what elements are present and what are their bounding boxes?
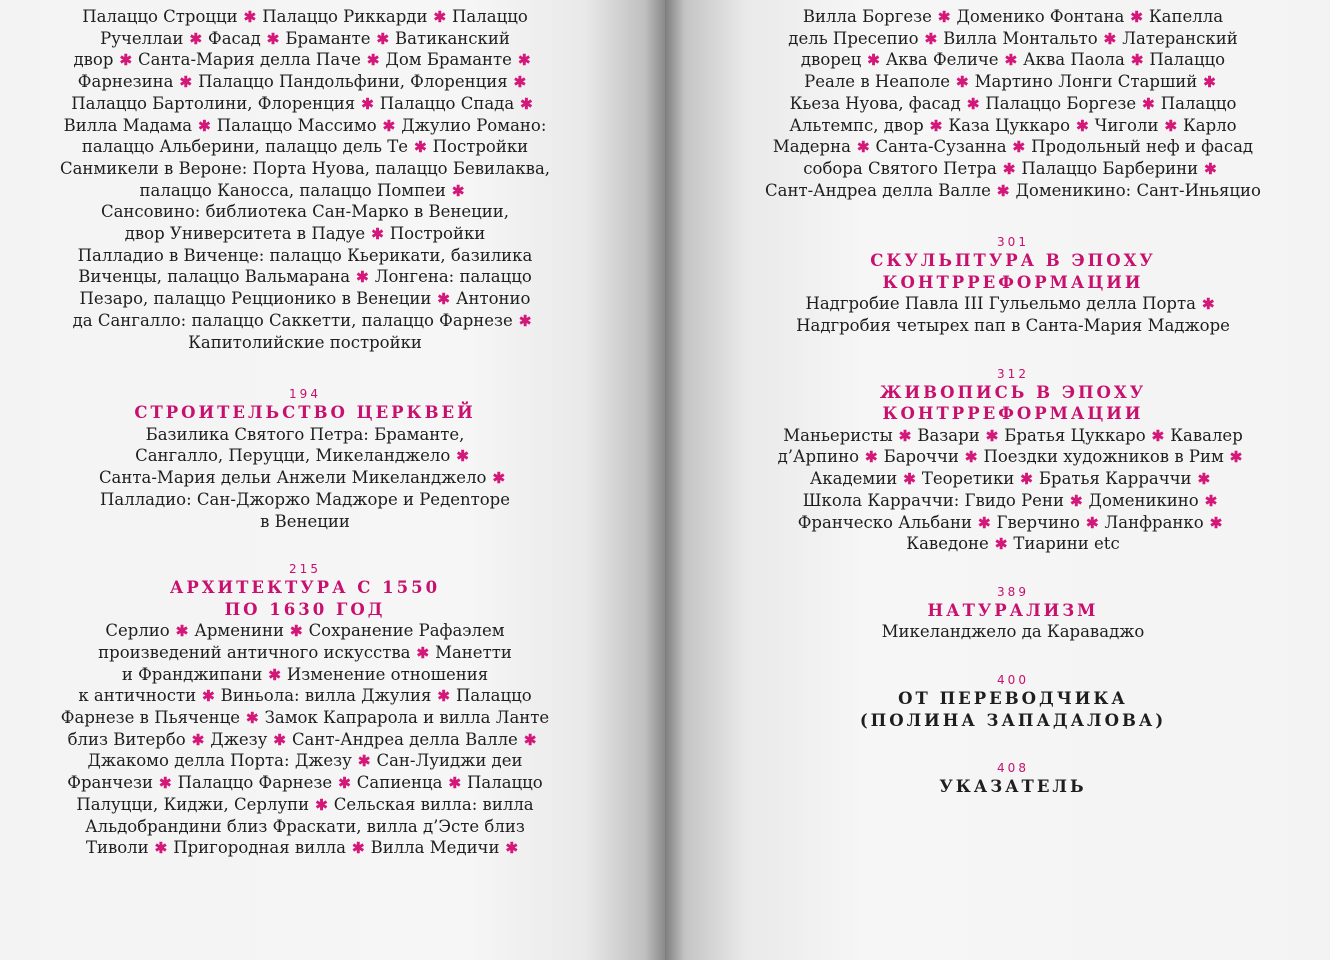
- asterisk-separator-icon: ✱: [433, 8, 447, 26]
- toc-line: [40, 794, 570, 816]
- toc-entry-text: Палаццо Барберини: [1021, 158, 1199, 178]
- asterisk-separator-icon: ✱: [202, 687, 215, 706]
- toc-entry-text: дворец: [800, 50, 862, 70]
- toc-section: [40, 387, 570, 532]
- toc-entry-text: Палаццо Пандольфини, Флоренция: [198, 72, 508, 92]
- asterisk-separator-icon: ✱: [517, 51, 531, 70]
- toc-entry-text: Вилла Боргезе: [802, 7, 932, 26]
- toc-entry-text: произведений античного искусства: [98, 642, 411, 662]
- asterisk-separator-icon: ✱: [159, 774, 172, 793]
- toc-line: [753, 468, 1273, 490]
- toc-entry-text: Изменение отношения: [286, 664, 489, 684]
- section-page-number: 215: [289, 562, 321, 577]
- toc-entry-text: Альдобрандини близ Фраскати, вилла д’Эсте близ: [85, 816, 525, 836]
- asterisk-separator-icon: ✱: [1103, 29, 1117, 48]
- asterisk-separator-icon: ✱: [154, 839, 168, 858]
- toc-entry-text: Базилика Святого Петра: Браманте,: [145, 424, 465, 444]
- asterisk-separator-icon: ✱: [924, 29, 938, 48]
- toc-entry-text: Джезу: [210, 729, 268, 749]
- toc-entry-text: Пригородная вилла: [173, 838, 346, 858]
- section-title: ОТ ПЕРЕВОДЧИКА: [898, 689, 1128, 709]
- toc-entry-text: Доменико Фонтана: [956, 7, 1125, 26]
- toc-line: [40, 288, 570, 310]
- toc-entry-text: двор Университета в Падуе: [124, 224, 366, 244]
- asterisk-separator-icon: ✱: [456, 447, 469, 466]
- toc-entry-text: Сан-Луиджи деи: [376, 751, 523, 771]
- toc-entry-text: Постройки: [432, 137, 529, 157]
- toc-line: [40, 201, 570, 223]
- toc-entry-text: Сант-Андреа делла Валле: [291, 729, 518, 749]
- asterisk-separator-icon: ✱: [1069, 491, 1083, 510]
- toc-entry-text: Школа Карраччи: Гвидо Рени: [802, 490, 1064, 510]
- toc-entry-text: и Франджипани: [121, 664, 263, 684]
- asterisk-separator-icon: ✱: [1142, 94, 1155, 113]
- section-title: КОНТРРЕФОРМАЦИИ: [882, 404, 1144, 424]
- asterisk-separator-icon: ✱: [1130, 8, 1143, 26]
- toc-line: [40, 223, 570, 245]
- toc-line: [40, 620, 570, 642]
- toc-line: [40, 467, 570, 489]
- toc-line: [753, 490, 1273, 512]
- toc-line: [40, 772, 570, 794]
- toc-line: [40, 445, 570, 467]
- right-column: [753, 6, 1273, 798]
- toc-entry-text: Дом Браманте: [385, 50, 512, 70]
- toc-entry-text: палаццо Альберини, палаццо дель Те: [81, 137, 409, 157]
- toc-entry-text: Серлио: [105, 621, 170, 641]
- toc-entry-text: Сельская вилла: вилла: [333, 794, 534, 814]
- toc-entry-text: Франческо Альбани: [797, 512, 972, 532]
- toc-entry-text: Маньеристы: [783, 425, 893, 445]
- asterisk-separator-icon: ✱: [1229, 448, 1243, 467]
- toc-entry-text: Фарнезина: [77, 72, 174, 92]
- toc-entry-text: Палладио в Виченце: палаццо Кьерикати, базилика: [77, 245, 533, 265]
- toc-line: [40, 424, 570, 446]
- toc-entry-text: Палуцци, Киджи, Серлупи: [76, 794, 310, 814]
- asterisk-separator-icon: ✱: [1020, 470, 1033, 489]
- asterisk-separator-icon: ✱: [382, 116, 396, 135]
- toc-line: [753, 158, 1273, 180]
- toc-entries: [753, 293, 1273, 336]
- asterisk-separator-icon: ✱: [985, 426, 999, 445]
- toc-entry-text: Кавалер: [1170, 425, 1243, 445]
- asterisk-separator-icon: ✱: [929, 116, 943, 135]
- section-title: УКАЗАТЕЛЬ: [939, 777, 1087, 797]
- toc-entry-text: Виченцы, палаццо Вальмарана: [78, 267, 351, 287]
- toc-entry-text: Виньола: вилла Джулия: [220, 686, 432, 706]
- toc-entry-text: Франчези: [67, 773, 154, 793]
- asterisk-separator-icon: ✱: [376, 29, 390, 48]
- toc-entry-text: Бароччи: [883, 447, 959, 467]
- asterisk-separator-icon: ✱: [315, 795, 328, 814]
- section-page-number: 312: [997, 366, 1029, 381]
- asterisk-separator-icon: ✱: [289, 622, 303, 641]
- asterisk-separator-icon: ✱: [856, 138, 870, 157]
- toc-entry-text: Каза Цуккаро: [948, 115, 1071, 135]
- toc-entry-text: Вилла Мадама: [63, 115, 193, 135]
- toc-line: [40, 729, 570, 751]
- section-page-number: 400: [997, 673, 1029, 688]
- toc-entry-text: Сансовино: библиотека Сан-Марко в Венеции,: [100, 202, 510, 222]
- section-title: СТРОИТЕЛЬСТВО ЦЕРКВЕЙ: [134, 403, 476, 423]
- toc-line: [753, 6, 1273, 28]
- section-page-number: 408: [997, 761, 1029, 776]
- toc-entry-text: Санта-Мария делла Паче: [138, 50, 361, 70]
- toc-section: [753, 585, 1273, 643]
- toc-line: [40, 136, 570, 158]
- section-page-number: 301: [997, 235, 1029, 250]
- toc-line: [40, 489, 570, 511]
- asterisk-separator-icon: ✱: [1201, 295, 1215, 314]
- toc-entries: [753, 425, 1273, 555]
- toc-entries: [40, 424, 570, 533]
- asterisk-separator-icon: ✱: [1197, 470, 1211, 489]
- toc-entry-text: Капелла: [1148, 7, 1224, 26]
- toc-entry-text: Доменикино: [1088, 490, 1199, 510]
- asterisk-separator-icon: ✱: [175, 622, 189, 641]
- toc-entry-text: Палаццо Строцци: [82, 7, 238, 26]
- toc-line: [40, 49, 570, 71]
- toc-entry-text: к античности: [78, 686, 197, 706]
- toc-entry-text: Палаццо Боргезе: [985, 93, 1137, 113]
- asterisk-separator-icon: ✱: [268, 665, 281, 684]
- toc-entry-text: Палаццо: [1149, 50, 1226, 70]
- toc-entry-text: Капитолийские постройки: [188, 332, 422, 352]
- toc-entry-text: Палаццо Спада: [379, 93, 515, 113]
- asterisk-separator-icon: ✱: [1204, 491, 1218, 510]
- toc-entry-text: Санта-Мария дельи Анжели Микеланджело: [98, 468, 487, 488]
- toc-entry-text: Надгробия четырех пап в Санта-Мария Маджоре: [796, 316, 1230, 336]
- toc-entry-text: Палаццо Бартолини, Флоренция: [71, 93, 356, 113]
- asterisk-separator-icon: ✱: [867, 51, 880, 70]
- toc-entry-text: Лонгена: палаццо: [374, 267, 532, 287]
- section-title: ПО 1630 ГОД: [224, 599, 386, 619]
- toc-entry-text: Сапиенца: [356, 773, 443, 793]
- asterisk-separator-icon: ✱: [1203, 73, 1216, 92]
- toc-entry-text: Микеланджело да Караваджо: [881, 622, 1145, 642]
- asterisk-separator-icon: ✱: [492, 469, 506, 488]
- toc-line: [753, 49, 1273, 71]
- asterisk-separator-icon: ✱: [956, 73, 969, 92]
- toc-line: [753, 136, 1273, 158]
- toc-line: [40, 158, 570, 180]
- asterisk-separator-icon: ✱: [448, 774, 462, 793]
- asterisk-separator-icon: ✱: [966, 94, 980, 113]
- toc-line: [753, 446, 1273, 468]
- toc-entry-text: Карло: [1183, 115, 1237, 135]
- asterisk-separator-icon: ✱: [1130, 51, 1144, 70]
- toc-entry-text: Арменини: [194, 621, 284, 641]
- toc-entry-text: Постройки: [389, 224, 486, 244]
- asterisk-separator-icon: ✱: [243, 8, 257, 26]
- asterisk-separator-icon: ✱: [1151, 426, 1165, 445]
- toc-entry-text: Ватиканский: [395, 28, 510, 48]
- toc-entry-text: Палаццо: [467, 773, 543, 793]
- section-gap: [753, 201, 1273, 235]
- toc-line: [40, 6, 570, 28]
- toc-entry-text: Пезаро, палаццо Рецционико в Венеции: [79, 289, 432, 309]
- toc-entries: [753, 6, 1273, 201]
- toc-entry-text: Доменикино: Сант-Иньяцио: [1015, 180, 1261, 200]
- section-page-number: 389: [997, 584, 1029, 599]
- toc-entry-text: Каведоне: [906, 534, 989, 554]
- toc-line: [40, 707, 570, 729]
- asterisk-separator-icon: ✱: [898, 426, 912, 445]
- toc-entry-text: Палаццо Фарнезе: [177, 773, 333, 793]
- toc-entry-text: Палаццо Массимо: [216, 115, 377, 135]
- toc-section: [753, 235, 1273, 336]
- toc-entry-text: Аква Феличе: [885, 50, 999, 70]
- asterisk-separator-icon: ✱: [994, 535, 1008, 554]
- toc-entry-text: Манетти: [435, 642, 512, 662]
- toc-line: [40, 685, 570, 707]
- section-gap: [753, 337, 1273, 367]
- toc-entry-text: Альтемпс, двор: [789, 115, 924, 135]
- toc-entry-text: Латеранский: [1122, 28, 1238, 48]
- asterisk-separator-icon: ✱: [366, 51, 380, 70]
- asterisk-separator-icon: ✱: [338, 774, 351, 793]
- toc-entry-text: Мартино Лонги Старший: [974, 72, 1198, 92]
- toc-line: [753, 621, 1273, 643]
- toc-entry-text: Вазари: [917, 425, 980, 445]
- asterisk-separator-icon: ✱: [996, 181, 1010, 200]
- section-title: КОНТРРЕФОРМАЦИИ: [882, 272, 1144, 292]
- toc-entry-text: Палаццо: [1160, 93, 1237, 113]
- asterisk-separator-icon: ✱: [189, 29, 203, 48]
- toc-section: [753, 761, 1273, 798]
- asterisk-separator-icon: ✱: [356, 268, 369, 287]
- asterisk-separator-icon: ✱: [179, 73, 193, 92]
- asterisk-separator-icon: ✱: [119, 51, 133, 70]
- right-page: [665, 0, 1330, 960]
- section-gap: [40, 353, 570, 387]
- section-title: СКУЛЬПТУРА В ЭПОХУ: [870, 251, 1156, 271]
- asterisk-separator-icon: ✱: [1164, 116, 1178, 135]
- toc-entry-text: собора Святого Петра: [803, 158, 997, 178]
- toc-line: [40, 837, 570, 859]
- toc-line: [753, 71, 1273, 93]
- asterisk-separator-icon: ✱: [361, 94, 374, 113]
- asterisk-separator-icon: ✱: [865, 448, 878, 467]
- asterisk-separator-icon: ✱: [198, 116, 211, 135]
- toc-entry-text: Сохранение Рафаэлем: [308, 621, 505, 641]
- toc-entry-text: Фарнезе в Пьяченце: [60, 708, 241, 728]
- toc-entry-text: Санмикели в Вероне: Порта Нуова, палаццо Бевилаква,: [59, 158, 551, 178]
- asterisk-separator-icon: ✱: [357, 752, 371, 771]
- asterisk-separator-icon: ✱: [191, 730, 205, 749]
- asterisk-separator-icon: ✱: [1204, 159, 1217, 178]
- asterisk-separator-icon: ✱: [1076, 116, 1089, 135]
- toc-entry-text: Ланфранко: [1104, 512, 1204, 532]
- asterisk-separator-icon: ✱: [414, 138, 427, 157]
- toc-entry-text: близ Витербо: [67, 729, 186, 749]
- asterisk-separator-icon: ✱: [513, 73, 527, 92]
- toc-entry-text: да Сангалло: палаццо Саккетти, палаццо Фарнезе: [72, 310, 513, 330]
- toc-entry-text: двор: [73, 50, 114, 70]
- toc-entry-text: Палаццо Риккарди: [262, 7, 428, 26]
- section-page-number: 194: [289, 387, 321, 402]
- asterisk-separator-icon: ✱: [246, 709, 259, 728]
- toc-entry-text: Замок Капрарола и вилла Ланте: [264, 708, 550, 728]
- section-gap: [753, 555, 1273, 585]
- asterisk-separator-icon: ✱: [505, 839, 519, 858]
- toc-entry-text: Академии: [809, 469, 898, 489]
- toc-entry-text: д’Арпино: [777, 447, 860, 467]
- asterisk-separator-icon: ✱: [1012, 138, 1026, 157]
- toc-entry-text: Мадерна: [772, 137, 851, 157]
- toc-section: [40, 562, 570, 859]
- asterisk-separator-icon: ✱: [523, 730, 537, 749]
- asterisk-separator-icon: ✱: [518, 311, 532, 330]
- asterisk-separator-icon: ✱: [520, 94, 533, 113]
- left-column: [40, 6, 570, 859]
- toc-entry-text: Джулио Романо:: [401, 115, 547, 135]
- asterisk-separator-icon: ✱: [371, 225, 384, 244]
- asterisk-separator-icon: ✱: [416, 643, 430, 662]
- toc-entry-text: Теоретики: [921, 469, 1015, 489]
- toc-entry-text: Поездки художников в Рим: [983, 447, 1224, 467]
- toc-line: [40, 115, 570, 137]
- toc-entry-text: Вилла Медичи: [370, 838, 500, 858]
- toc-line: [753, 425, 1273, 447]
- asterisk-separator-icon: ✱: [937, 8, 951, 26]
- toc-entry-text: Тиволи: [85, 838, 149, 858]
- toc-line: [40, 266, 570, 288]
- toc-entry-text: Аква Паола: [1023, 50, 1125, 70]
- toc-entry-text: Антонио: [455, 289, 531, 309]
- asterisk-separator-icon: ✱: [1004, 51, 1018, 70]
- section-gap: [753, 731, 1273, 761]
- toc-entries: [40, 620, 570, 859]
- toc-entry-text: Джакомо делла Порта: Джезу: [87, 751, 352, 771]
- toc-entry-text: Гверчино: [996, 512, 1080, 532]
- toc-line: [40, 332, 570, 354]
- toc-line: [40, 664, 570, 686]
- toc-line: [753, 315, 1273, 337]
- asterisk-separator-icon: ✱: [352, 839, 365, 858]
- section-title: ЖИВОПИСЬ В ЭПОХУ: [879, 382, 1147, 402]
- toc-line: [40, 28, 570, 50]
- section-gap: [753, 643, 1273, 673]
- toc-line: [40, 642, 570, 664]
- toc-entry-text: дель Пресепио: [788, 28, 919, 48]
- toc-entry-text: Ручеллаи: [100, 28, 184, 48]
- toc-line: [753, 115, 1273, 137]
- toc-entry-text: Кьеза Нуова, фасад: [789, 93, 961, 113]
- asterisk-separator-icon: ✱: [1002, 159, 1016, 178]
- asterisk-separator-icon: ✱: [437, 687, 450, 706]
- asterisk-separator-icon: ✱: [964, 448, 978, 467]
- toc-entry-text: Братья Цуккаро: [1004, 425, 1146, 445]
- toc-entry-text: в Венеции: [260, 511, 350, 531]
- toc-entry-text: Вилла Монтальто: [943, 28, 1098, 48]
- toc-entry-text: Палладио: Сан-Джоржо Маджоре и Редenторе: [99, 489, 511, 509]
- toc-section: [753, 673, 1273, 731]
- toc-entry-text: Тиарини etc: [1013, 534, 1120, 554]
- toc-entry-text: Чиголи: [1094, 115, 1159, 135]
- section-title: АРХИТЕКТУРА С 1550: [169, 578, 441, 598]
- asterisk-separator-icon: ✱: [1085, 513, 1099, 532]
- asterisk-separator-icon: ✱: [451, 181, 465, 200]
- asterisk-separator-icon: ✱: [1209, 513, 1223, 532]
- toc-line: [40, 245, 570, 267]
- asterisk-separator-icon: ✱: [266, 29, 280, 48]
- asterisk-separator-icon: ✱: [273, 730, 286, 749]
- toc-entry-text: палаццо Каносса, палаццо Помпеи: [139, 180, 446, 200]
- toc-entry-text: Братья Карраччи: [1038, 469, 1192, 489]
- toc-line: [40, 750, 570, 772]
- toc-entry-text: Браманте: [285, 28, 371, 48]
- toc-line: [753, 512, 1273, 534]
- asterisk-separator-icon: ✱: [977, 513, 991, 532]
- toc-entries: [753, 621, 1273, 643]
- toc-entries: [40, 6, 570, 353]
- toc-entry-text: Фасад: [208, 28, 261, 48]
- toc-entry-text: Надгробие Павла III Гульельмо делла Порта: [805, 294, 1196, 314]
- toc-line: [40, 816, 570, 838]
- toc-line: [40, 180, 570, 202]
- toc-entry-text: Палаццо: [452, 7, 528, 26]
- toc-line: [40, 511, 570, 533]
- toc-line: [753, 533, 1273, 555]
- asterisk-separator-icon: ✱: [437, 290, 450, 309]
- toc-line: [753, 180, 1273, 202]
- section-title: (ПОЛИНА ЗАПАДАЛОВА): [859, 710, 1167, 730]
- toc-line: [40, 93, 570, 115]
- toc-section: [753, 367, 1273, 555]
- asterisk-separator-icon: ✱: [903, 470, 916, 489]
- section-title: НАТУРАЛИЗМ: [927, 600, 1099, 620]
- toc-entry-text: Санта-Сузанна: [875, 137, 1007, 157]
- toc-entry-text: Палаццо: [455, 686, 532, 706]
- toc-line: [40, 71, 570, 93]
- toc-entry-text: Сант-Андреа делла Валле: [765, 180, 991, 200]
- toc-line: [753, 293, 1273, 315]
- section-gap: [40, 532, 570, 562]
- toc-entry-text: Реале в Неаполе: [804, 72, 951, 92]
- toc-entry-text: Сангалло, Перуцци, Микеланджело: [135, 446, 451, 466]
- toc-line: [753, 28, 1273, 50]
- toc-line: [40, 310, 570, 332]
- toc-entry-text: Продольный неф и фасад: [1031, 137, 1254, 157]
- toc-line: [753, 93, 1273, 115]
